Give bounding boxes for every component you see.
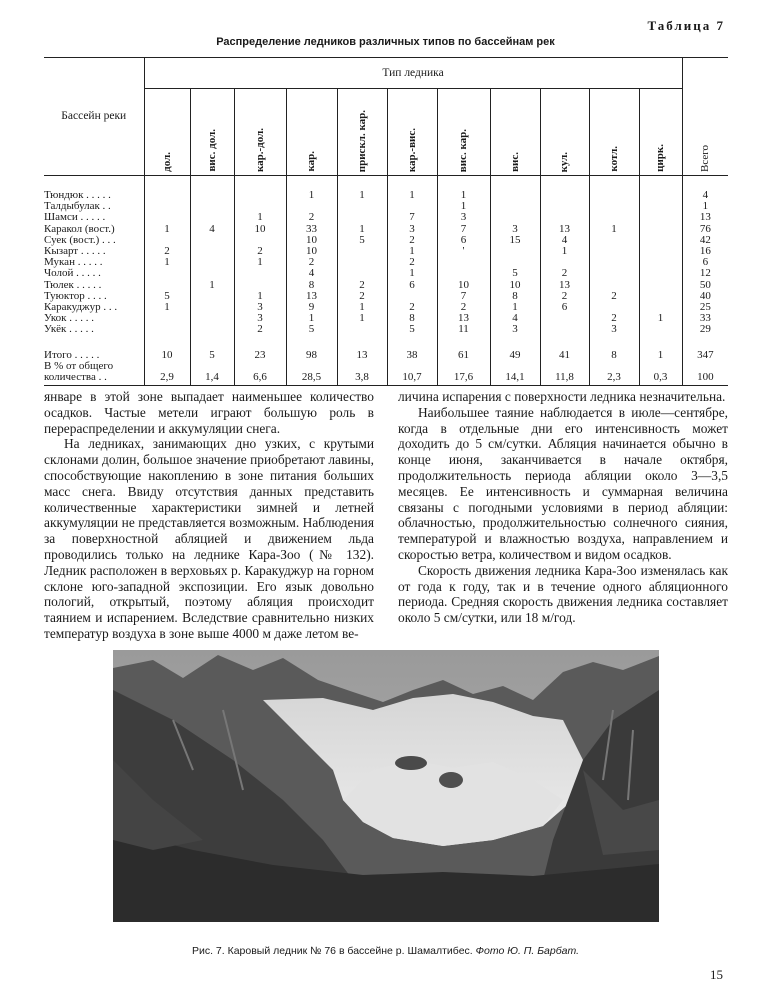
table-cell — [437, 257, 490, 268]
table-cell — [589, 212, 639, 223]
type-header-label: вис. — [508, 152, 521, 172]
table-gap-cell — [190, 335, 234, 349]
type-group-header: Тип ледника — [144, 58, 682, 89]
table-cell: 3,8 — [337, 361, 387, 386]
table-cell — [589, 246, 639, 257]
table-gap-cell — [234, 335, 286, 349]
type-header-label: прискл. кар. — [355, 109, 368, 172]
table-cell — [190, 257, 234, 268]
table-cell: 10 — [286, 246, 337, 257]
table-cell: 5 — [490, 268, 540, 279]
table-cell: 2 — [540, 291, 589, 302]
table-cell: 11 — [437, 324, 490, 335]
table-cell — [490, 246, 540, 257]
basin-name: Туюктор . . . . — [44, 290, 107, 302]
table-cell: 2 — [589, 291, 639, 302]
table-cell — [190, 176, 234, 202]
table-cell — [234, 176, 286, 202]
paragraph: Скорость движения ледника Кара-Зоо изменялась как от года к году, так и в течение одного абляционного периода. Средняя скорость движения ледника составляет около 5 см/сутки, или 18 м/год. — [398, 562, 728, 626]
table-gap-cell — [337, 335, 387, 349]
table-cell — [589, 280, 639, 291]
table-cell: 98 — [286, 349, 337, 360]
table-cell: 17,6 — [437, 361, 490, 386]
table-cell: 6 — [437, 235, 490, 246]
table-cell: 33 — [682, 313, 728, 324]
table-row — [44, 201, 728, 212]
table-cell: 4 — [286, 268, 337, 279]
table-cell: 16 — [682, 246, 728, 257]
table-cell: 2,3 — [589, 361, 639, 386]
table-cell: 23 — [234, 349, 286, 360]
basin-name: Шамси . . . . . — [44, 212, 106, 224]
table-cell: 42 — [682, 235, 728, 246]
table-cell: 2 — [387, 302, 437, 313]
table-cell — [337, 201, 387, 212]
table-cell: 10 — [234, 224, 286, 235]
table-cell: 2 — [286, 212, 337, 223]
table-cell — [589, 268, 639, 279]
basin-name: Мукан . . . . . — [44, 257, 103, 269]
table-cell — [639, 201, 682, 212]
table-row — [44, 257, 728, 268]
table-cell: 4 — [490, 313, 540, 324]
table-cell — [337, 324, 387, 335]
table-cell: 100 — [682, 361, 728, 386]
table-row — [44, 212, 728, 223]
table-cell: 61 — [437, 349, 490, 360]
type-header-10 — [639, 89, 682, 176]
table-cell: 8 — [286, 280, 337, 291]
table-cell: 2 — [540, 268, 589, 279]
table-cell: 2 — [387, 257, 437, 268]
table-cell: 1 — [387, 268, 437, 279]
table-gap-cell — [490, 335, 540, 349]
table-cell — [639, 324, 682, 335]
table-cell — [337, 212, 387, 223]
table-cell: 1,4 — [190, 361, 234, 386]
figure-caption — [0, 945, 771, 957]
table-row — [44, 235, 728, 246]
type-header-7 — [490, 89, 540, 176]
table-cell — [589, 176, 639, 202]
table-cell: 1 — [234, 291, 286, 302]
table-cell: 2 — [144, 246, 190, 257]
table-cell: 1 — [490, 302, 540, 313]
table-cell — [190, 291, 234, 302]
table-cell: 1 — [387, 176, 437, 202]
table-row — [44, 268, 728, 279]
table-cell: 2 — [387, 235, 437, 246]
table-cell — [144, 201, 190, 212]
table-cell: 2 — [437, 302, 490, 313]
total-header-label: Всего — [698, 145, 711, 172]
table-cell: 3 — [490, 224, 540, 235]
table-gap-cell — [437, 335, 490, 349]
table-cell: 13 — [337, 349, 387, 360]
table-cell: 13 — [540, 280, 589, 291]
table-cell: 7 — [437, 291, 490, 302]
table-cell — [589, 201, 639, 212]
table-number: Таблица 7 — [647, 18, 725, 33]
basin-header: Бассейн реки — [44, 58, 144, 176]
table-cell — [190, 212, 234, 223]
type-header-label: кар.-вис. — [405, 127, 418, 172]
type-header-2 — [234, 89, 286, 176]
table-cell: 4 — [682, 176, 728, 202]
table-cell — [234, 268, 286, 279]
table-cell: 1 — [437, 201, 490, 212]
type-header-3 — [286, 89, 337, 176]
table-caption: Распределение ледников различных типов по бассейнам рек — [216, 36, 555, 48]
table-cell — [589, 257, 639, 268]
total-header — [682, 58, 728, 176]
table-cell: ' — [437, 246, 490, 257]
table-cell — [144, 212, 190, 223]
table-cell: 7 — [437, 224, 490, 235]
table-cell — [337, 246, 387, 257]
type-header-label: котл. — [607, 146, 620, 172]
table-cell: 13 — [286, 291, 337, 302]
table-cell — [639, 268, 682, 279]
table-cell — [437, 268, 490, 279]
table-cell: 1 — [286, 313, 337, 324]
table-cell: 1 — [144, 224, 190, 235]
table-cell: 76 — [682, 224, 728, 235]
table-cell — [190, 302, 234, 313]
table-cell: 1 — [437, 176, 490, 202]
table-cell: 13 — [437, 313, 490, 324]
table-cell: 3 — [490, 324, 540, 335]
type-header-label: кар. — [305, 151, 317, 172]
table-cell — [639, 224, 682, 235]
table-cell — [589, 235, 639, 246]
table-cell: 1 — [286, 176, 337, 202]
table-cell: 1 — [144, 302, 190, 313]
table-cell: 2 — [589, 313, 639, 324]
table-cell: 13 — [682, 212, 728, 223]
basin-name: Каракуджур . . . — [44, 301, 118, 313]
table-cell: 4 — [540, 235, 589, 246]
left-column — [44, 389, 374, 642]
table-cell — [540, 324, 589, 335]
table-cell — [490, 212, 540, 223]
table-cell — [190, 313, 234, 324]
table-cell — [190, 324, 234, 335]
table-cell — [540, 212, 589, 223]
table-cell: 15 — [490, 235, 540, 246]
basin-name: Укок . . . . . — [44, 313, 94, 325]
table-cell — [337, 268, 387, 279]
table-row — [44, 302, 728, 313]
table-cell: 5 — [387, 324, 437, 335]
glacier-distribution-table — [44, 57, 728, 386]
paragraph: На ледниках, занимающих дно узких, с крутыми склонами долин, большое значение приобретают лавины, способствующие накоплению в зоне питания больших масс снега. Ввиду отсутствия данных представить количественные характеристики зимней и летней аккумуляции не представляется возможным. Наблюдения за поверхностной абляцией и движением льда проводились только на леднике Кара-Зоо (№ 132). Ледник расположен в верховьях р. Каракуджур на горном склоне юго-западной экспозиции. Его язык довольно пологий, открытый, поэтому абляция происходит таянием и испарением. Вследствие сравнительно низких температур воздуха в зоне выше 4000 м даже летом ве- — [44, 436, 374, 641]
table-cell: 5 — [190, 349, 234, 360]
table-cell: 3 — [234, 302, 286, 313]
type-header-label: вис. кар. — [457, 128, 469, 172]
table-cell: 1 — [337, 224, 387, 235]
table-cell: 8 — [490, 291, 540, 302]
table-cell: 40 — [682, 291, 728, 302]
table-cell: 29 — [682, 324, 728, 335]
table-cell — [639, 246, 682, 257]
table-cell — [144, 268, 190, 279]
table-cell — [540, 201, 589, 212]
type-header-4 — [337, 89, 387, 176]
type-header-5 — [387, 89, 437, 176]
table-cell: 2 — [337, 280, 387, 291]
table-cell: 1 — [639, 349, 682, 360]
basin-name-line: количества . . — [44, 370, 107, 383]
table-cell: 7 — [387, 212, 437, 223]
table-cell: 1 — [337, 302, 387, 313]
table-cell — [639, 212, 682, 223]
table-cell: 4 — [190, 224, 234, 235]
table-cell — [490, 201, 540, 212]
table-cell — [144, 324, 190, 335]
basin-name: Итого . . . . . — [44, 349, 100, 361]
table-cell: 1 — [589, 224, 639, 235]
type-header-9 — [589, 89, 639, 176]
table-cell — [337, 257, 387, 268]
type-header-0 — [144, 89, 190, 176]
table-cell: 8 — [387, 313, 437, 324]
type-header-6 — [437, 89, 490, 176]
table-cell: 1 — [337, 313, 387, 324]
figure-caption-text: Рис. 7. Каровый ледник № 76 в бассейне р. Шамалтибес. — [191, 945, 473, 957]
type-header-label: дол. — [160, 152, 173, 172]
table-cell: 2 — [234, 246, 286, 257]
table-cell: 9 — [286, 302, 337, 313]
table-cell: 3 — [437, 212, 490, 223]
table-cell: 347 — [682, 349, 728, 360]
table-cell — [639, 235, 682, 246]
table-gap-cell — [639, 335, 682, 349]
table-cell — [190, 201, 234, 212]
table-cell: 1 — [234, 257, 286, 268]
basin-name: Талдыбулак . . — [44, 201, 111, 213]
paragraph: личина испарения с поверхности ледника незначительна. — [398, 389, 726, 404]
table-gap-cell — [589, 335, 639, 349]
table-cell — [540, 176, 589, 202]
type-header-label: кар.-дол. — [253, 127, 266, 172]
paragraph: Наибольшее таяние наблюдается в июле—сентябре, когда в отдельные дни его интенсивность может доходить до 5 см/сутки. Абляция начинается обычно в конце июня, заканчивается в начале октября, продолжительность периода абляции около 3—3,5 месяцев. Ее интенсивность и суммарная величина связаны с погодными условиями в период абляции: облачностью, продолжительностью солнечного сияния, температурой и влажностью воздуха, направлением и скоростью ветра, количеством и видом осадков. — [398, 404, 728, 562]
basin-name: Кызарт . . . . . — [44, 245, 106, 258]
table-cell — [144, 313, 190, 324]
percent-row — [44, 361, 728, 386]
table-cell: 38 — [387, 349, 437, 360]
table-cell: 10 — [490, 280, 540, 291]
table-cell: 10 — [286, 235, 337, 246]
table-cell: 1 — [144, 257, 190, 268]
figure-credit: Фото Ю. П. Барбат. — [475, 945, 580, 957]
type-header-1 — [190, 89, 234, 176]
table-cell: 49 — [490, 349, 540, 360]
table-cell: 12 — [682, 268, 728, 279]
type-header-label: кул. — [558, 151, 570, 172]
table-cell: 8 — [589, 349, 639, 360]
right-column — [398, 389, 728, 626]
table-cell: 10,7 — [387, 361, 437, 386]
table-cell — [190, 268, 234, 279]
table-cell — [639, 291, 682, 302]
basin-name: Каракол (вост.) — [44, 223, 115, 235]
table-cell: 2,9 — [144, 361, 190, 386]
total-row — [44, 349, 728, 360]
table-cell: 28,5 — [286, 361, 337, 386]
table-cell: 1 — [540, 246, 589, 257]
table-cell: 13 — [540, 224, 589, 235]
table-cell: 2 — [337, 291, 387, 302]
table-cell: 3 — [589, 324, 639, 335]
table-cell — [234, 280, 286, 291]
table-cell: 0,3 — [639, 361, 682, 386]
table-gap-cell — [44, 335, 144, 349]
table-cell: 41 — [540, 349, 589, 360]
table-cell — [190, 235, 234, 246]
glacier-photo — [113, 650, 659, 922]
table-cell: 1 — [337, 176, 387, 202]
table-cell — [540, 313, 589, 324]
table-gap-cell — [540, 335, 589, 349]
type-header-label: цирк. — [654, 144, 667, 172]
table-row — [44, 324, 728, 335]
table-cell: 1 — [234, 212, 286, 223]
table-cell: 2 — [286, 257, 337, 268]
table-gap-row — [44, 335, 728, 349]
table-gap-cell — [682, 335, 728, 349]
basin-name: Чолой . . . . . — [44, 268, 101, 280]
table-cell — [490, 176, 540, 202]
table-cell: 1 — [639, 313, 682, 324]
table-gap-cell — [286, 335, 337, 349]
table-row — [44, 176, 728, 202]
table-cell: 2 — [234, 324, 286, 335]
page-number: 15 — [710, 967, 723, 982]
table-cell — [144, 176, 190, 202]
table-cell: 11,8 — [540, 361, 589, 386]
table-cell: 1 — [387, 246, 437, 257]
table-gap-cell — [144, 335, 190, 349]
table-cell — [639, 176, 682, 202]
table-cell: 5 — [144, 291, 190, 302]
table-cell — [144, 280, 190, 291]
table-cell: 14,1 — [490, 361, 540, 386]
table-cell: 1 — [190, 280, 234, 291]
table-row — [44, 224, 728, 235]
table-cell: 6 — [387, 280, 437, 291]
type-header-8 — [540, 89, 589, 176]
table-row — [44, 313, 728, 324]
paragraph: январе в этой зоне выпадает наименьшее количество осадков. Частые метели играют большую роль в перераспределении и аккумуляции снега. — [44, 389, 374, 436]
basin-name-line: В % от общего — [44, 360, 114, 372]
table-cell: 10 — [437, 280, 490, 291]
table-row — [44, 280, 728, 291]
table-cell: 3 — [234, 313, 286, 324]
table-cell: 5 — [337, 235, 387, 246]
table-gap-cell — [387, 335, 437, 349]
basin-name: Суек (вост.) . . . — [44, 234, 116, 246]
table-cell: 6,6 — [234, 361, 286, 386]
basin-name: Тюлек . . . . . — [44, 279, 102, 291]
table-cell: 6 — [682, 257, 728, 268]
table-cell — [639, 280, 682, 291]
table-cell: 3 — [387, 224, 437, 235]
table-cell: 6 — [540, 302, 589, 313]
basin-name: Укёк . . . . . — [44, 324, 94, 336]
basin-name: Тюндюк . . . . . — [44, 189, 111, 202]
type-header-label: вис. дол. — [205, 129, 218, 172]
table-cell: 50 — [682, 280, 728, 291]
table-row — [44, 246, 728, 257]
table-cell — [190, 246, 234, 257]
table-cell: 5 — [286, 324, 337, 335]
table-cell: 25 — [682, 302, 728, 313]
table-cell — [639, 257, 682, 268]
basin-name — [44, 361, 144, 386]
table-cell: 10 — [144, 349, 190, 360]
table-row — [44, 291, 728, 302]
table-cell: 33 — [286, 224, 337, 235]
table-cell: 1 — [682, 201, 728, 212]
